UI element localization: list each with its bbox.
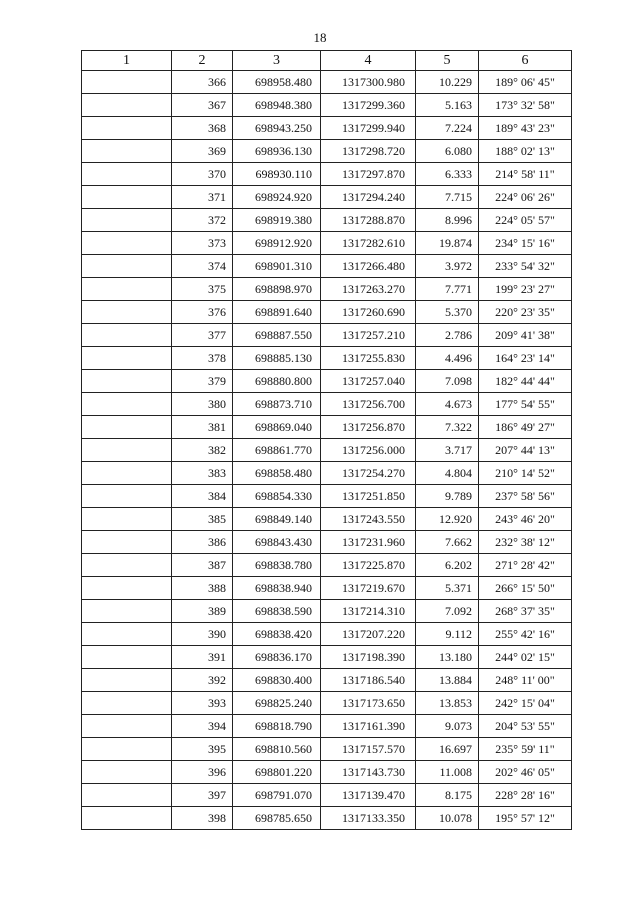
point-number-cell: 392	[172, 669, 233, 692]
bearing-cell: 266° 15' 50"	[479, 577, 572, 600]
table-body	[82, 71, 572, 830]
point-name-cell	[82, 163, 172, 186]
table-row	[82, 347, 572, 370]
bearing-cell: 234° 15' 16"	[479, 232, 572, 255]
bearing-cell: 243° 46' 20"	[479, 508, 572, 531]
table-row	[82, 761, 572, 784]
distance-cell: 7.715	[416, 186, 479, 209]
bearing-cell: 228° 28' 16"	[479, 784, 572, 807]
x-coordinate-cell: 698880.800	[233, 370, 321, 393]
y-coordinate-cell: 1317143.730	[321, 761, 416, 784]
bearing-cell: 224° 06' 26"	[479, 186, 572, 209]
x-coordinate-cell: 698838.780	[233, 554, 321, 577]
point-name-cell	[82, 807, 172, 830]
column-header-3: 3	[233, 51, 321, 71]
bearing-cell: 173° 32' 58"	[479, 94, 572, 117]
point-number-cell: 376	[172, 301, 233, 324]
distance-cell: 8.996	[416, 209, 479, 232]
table-row	[82, 623, 572, 646]
y-coordinate-cell: 1317294.240	[321, 186, 416, 209]
y-coordinate-cell: 1317173.650	[321, 692, 416, 715]
point-name-cell	[82, 784, 172, 807]
bearing-cell: 235° 59' 11"	[479, 738, 572, 761]
table-row	[82, 692, 572, 715]
point-name-cell	[82, 439, 172, 462]
distance-cell: 7.662	[416, 531, 479, 554]
distance-cell: 6.333	[416, 163, 479, 186]
distance-cell: 13.884	[416, 669, 479, 692]
point-name-cell	[82, 232, 172, 255]
point-name-cell	[82, 738, 172, 761]
y-coordinate-cell: 1317207.220	[321, 623, 416, 646]
y-coordinate-cell: 1317157.570	[321, 738, 416, 761]
distance-cell: 16.697	[416, 738, 479, 761]
table-row	[82, 186, 572, 209]
distance-cell: 10.229	[416, 71, 479, 94]
table-row	[82, 669, 572, 692]
point-name-cell	[82, 600, 172, 623]
x-coordinate-cell: 698898.970	[233, 278, 321, 301]
x-coordinate-cell: 698948.380	[233, 94, 321, 117]
point-number-cell: 391	[172, 646, 233, 669]
column-header-1: 1	[82, 51, 172, 71]
x-coordinate-cell: 698943.250	[233, 117, 321, 140]
y-coordinate-cell: 1317300.980	[321, 71, 416, 94]
y-coordinate-cell: 1317282.610	[321, 232, 416, 255]
point-name-cell	[82, 531, 172, 554]
bearing-cell: 248° 11' 00"	[479, 669, 572, 692]
x-coordinate-cell: 698958.480	[233, 71, 321, 94]
x-coordinate-cell: 698801.220	[233, 761, 321, 784]
x-coordinate-cell: 698854.330	[233, 485, 321, 508]
point-number-cell: 389	[172, 600, 233, 623]
point-number-cell: 380	[172, 393, 233, 416]
point-name-cell	[82, 646, 172, 669]
y-coordinate-cell: 1317299.360	[321, 94, 416, 117]
table-row	[82, 439, 572, 462]
x-coordinate-cell: 698818.790	[233, 715, 321, 738]
point-number-cell: 381	[172, 416, 233, 439]
y-coordinate-cell: 1317298.720	[321, 140, 416, 163]
distance-cell: 19.874	[416, 232, 479, 255]
table-row	[82, 577, 572, 600]
bearing-cell: 164° 23' 14"	[479, 347, 572, 370]
bearing-cell: 182° 44' 44"	[479, 370, 572, 393]
y-coordinate-cell: 1317139.470	[321, 784, 416, 807]
x-coordinate-cell: 698838.590	[233, 600, 321, 623]
table-row	[82, 600, 572, 623]
y-coordinate-cell: 1317257.040	[321, 370, 416, 393]
point-name-cell	[82, 508, 172, 531]
point-name-cell	[82, 94, 172, 117]
table-row	[82, 416, 572, 439]
point-number-cell: 372	[172, 209, 233, 232]
table-row	[82, 646, 572, 669]
table-row	[82, 71, 572, 94]
x-coordinate-cell: 698810.560	[233, 738, 321, 761]
point-name-cell	[82, 577, 172, 600]
point-number-cell: 395	[172, 738, 233, 761]
point-number-cell: 369	[172, 140, 233, 163]
x-coordinate-cell: 698930.110	[233, 163, 321, 186]
point-name-cell	[82, 278, 172, 301]
y-coordinate-cell: 1317231.960	[321, 531, 416, 554]
y-coordinate-cell: 1317297.870	[321, 163, 416, 186]
y-coordinate-cell: 1317260.690	[321, 301, 416, 324]
distance-cell: 2.786	[416, 324, 479, 347]
point-name-cell	[82, 140, 172, 163]
point-name-cell	[82, 692, 172, 715]
y-coordinate-cell: 1317263.270	[321, 278, 416, 301]
bearing-cell: 199° 23' 27"	[479, 278, 572, 301]
x-coordinate-cell: 698873.710	[233, 393, 321, 416]
distance-cell: 6.202	[416, 554, 479, 577]
distance-cell: 7.098	[416, 370, 479, 393]
point-number-cell: 388	[172, 577, 233, 600]
y-coordinate-cell: 1317243.550	[321, 508, 416, 531]
point-name-cell	[82, 301, 172, 324]
bearing-cell: 189° 43' 23"	[479, 117, 572, 140]
y-coordinate-cell: 1317255.830	[321, 347, 416, 370]
y-coordinate-cell: 1317257.210	[321, 324, 416, 347]
point-name-cell	[82, 117, 172, 140]
point-number-cell: 386	[172, 531, 233, 554]
y-coordinate-cell: 1317254.270	[321, 462, 416, 485]
x-coordinate-cell: 698891.640	[233, 301, 321, 324]
x-coordinate-cell: 698791.070	[233, 784, 321, 807]
point-number-cell: 370	[172, 163, 233, 186]
point-name-cell	[82, 209, 172, 232]
point-number-cell: 384	[172, 485, 233, 508]
point-number-cell: 393	[172, 692, 233, 715]
table-row	[82, 807, 572, 830]
bearing-cell: 233° 54' 32"	[479, 255, 572, 278]
table-row	[82, 738, 572, 761]
y-coordinate-cell: 1317299.940	[321, 117, 416, 140]
distance-cell: 7.771	[416, 278, 479, 301]
distance-cell: 4.673	[416, 393, 479, 416]
bearing-cell: 177° 54' 55"	[479, 393, 572, 416]
y-coordinate-cell: 1317251.850	[321, 485, 416, 508]
table-row	[82, 370, 572, 393]
table-row	[82, 163, 572, 186]
distance-cell: 9.112	[416, 623, 479, 646]
x-coordinate-cell: 698936.130	[233, 140, 321, 163]
table-row	[82, 715, 572, 738]
distance-cell: 4.804	[416, 462, 479, 485]
distance-cell: 5.163	[416, 94, 479, 117]
point-name-cell	[82, 623, 172, 646]
point-number-cell: 387	[172, 554, 233, 577]
table-row	[82, 485, 572, 508]
distance-cell: 5.370	[416, 301, 479, 324]
x-coordinate-cell: 698785.650	[233, 807, 321, 830]
x-coordinate-cell: 698919.380	[233, 209, 321, 232]
point-name-cell	[82, 485, 172, 508]
x-coordinate-cell: 698838.940	[233, 577, 321, 600]
x-coordinate-cell: 698924.920	[233, 186, 321, 209]
point-name-cell	[82, 71, 172, 94]
bearing-cell: 210° 14' 52"	[479, 462, 572, 485]
x-coordinate-cell: 698843.430	[233, 531, 321, 554]
x-coordinate-cell: 698849.140	[233, 508, 321, 531]
coordinates-table	[81, 50, 572, 830]
x-coordinate-cell: 698825.240	[233, 692, 321, 715]
distance-cell: 6.080	[416, 140, 479, 163]
y-coordinate-cell: 1317256.000	[321, 439, 416, 462]
distance-cell: 12.920	[416, 508, 479, 531]
bearing-cell: 255° 42' 16"	[479, 623, 572, 646]
table-header-row	[82, 51, 572, 71]
distance-cell: 9.073	[416, 715, 479, 738]
x-coordinate-cell: 698912.920	[233, 232, 321, 255]
point-number-cell: 373	[172, 232, 233, 255]
bearing-cell: 188° 02' 13"	[479, 140, 572, 163]
column-header-6: 6	[479, 51, 572, 71]
y-coordinate-cell: 1317161.390	[321, 715, 416, 738]
point-number-cell: 368	[172, 117, 233, 140]
distance-cell: 7.322	[416, 416, 479, 439]
table-row	[82, 462, 572, 485]
point-name-cell	[82, 462, 172, 485]
bearing-cell: 209° 41' 38"	[479, 324, 572, 347]
distance-cell: 7.092	[416, 600, 479, 623]
table-row	[82, 278, 572, 301]
point-number-cell: 383	[172, 462, 233, 485]
point-number-cell: 371	[172, 186, 233, 209]
table-row	[82, 94, 572, 117]
bearing-cell: 237° 58' 56"	[479, 485, 572, 508]
x-coordinate-cell: 698861.770	[233, 439, 321, 462]
table-row	[82, 784, 572, 807]
distance-cell: 13.180	[416, 646, 479, 669]
point-number-cell: 378	[172, 347, 233, 370]
table-row	[82, 255, 572, 278]
table-row	[82, 232, 572, 255]
y-coordinate-cell: 1317225.870	[321, 554, 416, 577]
point-name-cell	[82, 370, 172, 393]
point-number-cell: 394	[172, 715, 233, 738]
y-coordinate-cell: 1317288.870	[321, 209, 416, 232]
y-coordinate-cell: 1317256.870	[321, 416, 416, 439]
point-number-cell: 382	[172, 439, 233, 462]
y-coordinate-cell: 1317133.350	[321, 807, 416, 830]
table-row	[82, 508, 572, 531]
distance-cell: 13.853	[416, 692, 479, 715]
y-coordinate-cell: 1317256.700	[321, 393, 416, 416]
point-name-cell	[82, 347, 172, 370]
point-name-cell	[82, 669, 172, 692]
x-coordinate-cell: 698887.550	[233, 324, 321, 347]
bearing-cell: 232° 38' 12"	[479, 531, 572, 554]
bearing-cell: 207° 44' 13"	[479, 439, 572, 462]
table-row	[82, 117, 572, 140]
distance-cell: 4.496	[416, 347, 479, 370]
bearing-cell: 195° 57' 12"	[479, 807, 572, 830]
bearing-cell: 224° 05' 57"	[479, 209, 572, 232]
table-row	[82, 209, 572, 232]
point-number-cell: 398	[172, 807, 233, 830]
bearing-cell: 186° 49' 27"	[479, 416, 572, 439]
y-coordinate-cell: 1317198.390	[321, 646, 416, 669]
x-coordinate-cell: 698838.420	[233, 623, 321, 646]
point-number-cell: 367	[172, 94, 233, 117]
x-coordinate-cell: 698885.130	[233, 347, 321, 370]
point-name-cell	[82, 186, 172, 209]
point-number-cell: 397	[172, 784, 233, 807]
point-number-cell: 385	[172, 508, 233, 531]
distance-cell: 10.078	[416, 807, 479, 830]
point-name-cell	[82, 761, 172, 784]
point-name-cell	[82, 715, 172, 738]
y-coordinate-cell: 1317266.480	[321, 255, 416, 278]
point-number-cell: 377	[172, 324, 233, 347]
distance-cell: 3.717	[416, 439, 479, 462]
point-number-cell: 379	[172, 370, 233, 393]
bearing-cell: 189° 06' 45"	[479, 71, 572, 94]
bearing-cell: 214° 58' 11"	[479, 163, 572, 186]
distance-cell: 3.972	[416, 255, 479, 278]
point-name-cell	[82, 416, 172, 439]
distance-cell: 5.371	[416, 577, 479, 600]
table-row	[82, 393, 572, 416]
y-coordinate-cell: 1317186.540	[321, 669, 416, 692]
point-number-cell: 396	[172, 761, 233, 784]
bearing-cell: 204° 53' 55"	[479, 715, 572, 738]
column-header-5: 5	[416, 51, 479, 71]
bearing-cell: 202° 46' 05"	[479, 761, 572, 784]
point-number-cell: 374	[172, 255, 233, 278]
column-header-2: 2	[172, 51, 233, 71]
bearing-cell: 220° 23' 35"	[479, 301, 572, 324]
point-name-cell	[82, 324, 172, 347]
point-name-cell	[82, 255, 172, 278]
distance-cell: 7.224	[416, 117, 479, 140]
table-row	[82, 531, 572, 554]
distance-cell: 11.008	[416, 761, 479, 784]
point-number-cell: 366	[172, 71, 233, 94]
table-row	[82, 140, 572, 163]
y-coordinate-cell: 1317219.670	[321, 577, 416, 600]
point-number-cell: 375	[172, 278, 233, 301]
point-name-cell	[82, 393, 172, 416]
point-name-cell	[82, 554, 172, 577]
page-number: 18	[313, 30, 327, 45]
x-coordinate-cell: 698901.310	[233, 255, 321, 278]
x-coordinate-cell: 698858.480	[233, 462, 321, 485]
table-row	[82, 301, 572, 324]
bearing-cell: 242° 15' 04"	[479, 692, 572, 715]
bearing-cell: 268° 37' 35"	[479, 600, 572, 623]
table-row	[82, 554, 572, 577]
bearing-cell: 271° 28' 42"	[479, 554, 572, 577]
distance-cell: 8.175	[416, 784, 479, 807]
column-header-4: 4	[321, 51, 416, 71]
distance-cell: 9.789	[416, 485, 479, 508]
y-coordinate-cell: 1317214.310	[321, 600, 416, 623]
table-row	[82, 324, 572, 347]
point-number-cell: 390	[172, 623, 233, 646]
x-coordinate-cell: 698869.040	[233, 416, 321, 439]
bearing-cell: 244° 02' 15"	[479, 646, 572, 669]
x-coordinate-cell: 698836.170	[233, 646, 321, 669]
x-coordinate-cell: 698830.400	[233, 669, 321, 692]
